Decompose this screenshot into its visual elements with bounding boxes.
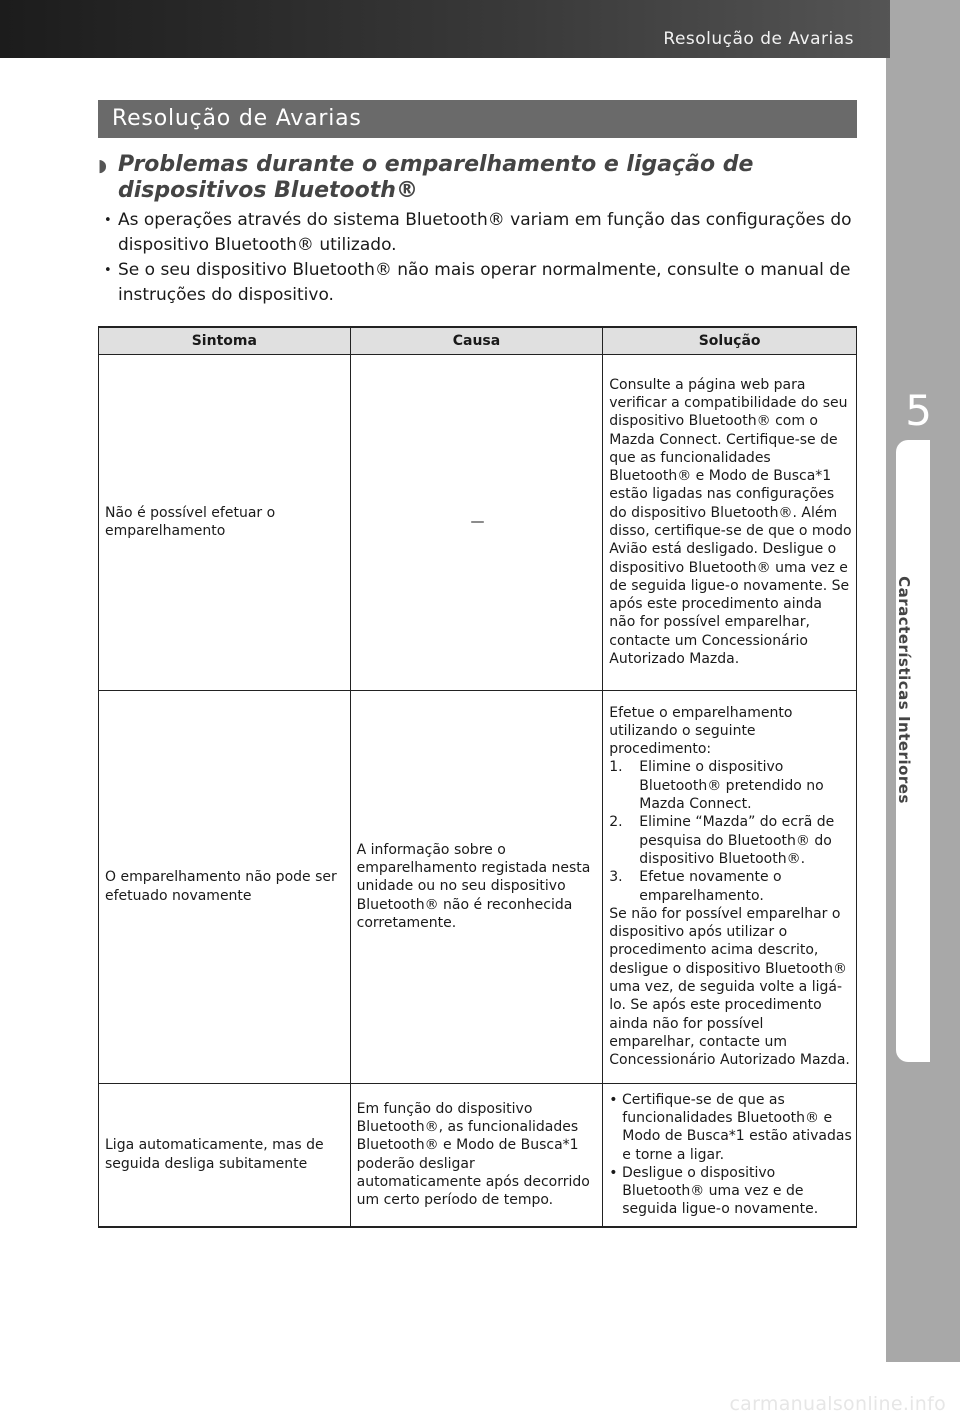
watermark: carmanualsonline.info — [729, 1393, 946, 1415]
solution-step: 2. Elimine “Mazda” do ecrã de pesquisa do Bluetooth® do dispositivo Bluetooth®. — [609, 814, 835, 867]
intro-bullet: • Se o seu dispositivo Bluetooth® não mais operar normalmente, consulte o manual de instruções do dispositivo. — [104, 258, 864, 308]
chapter-number: 5 — [905, 386, 932, 435]
section-header — [98, 100, 857, 138]
symptom-cell: O emparelhamento não pode ser efetuado novamente — [99, 690, 351, 1083]
subheading — [98, 152, 818, 204]
header-corner — [890, 0, 960, 58]
table-row — [99, 354, 857, 690]
header-symptom: Sintoma — [99, 327, 351, 354]
symptom-cell: Liga automaticamente, mas de seguida desliga subitamente — [99, 1083, 351, 1227]
solution-intro: Efetue o emparelhamento utilizando o seguinte procedimento: — [609, 704, 793, 758]
header-cause: Causa — [350, 327, 603, 354]
symptom-cell: Não é possível efetuar o emparelhamento — [99, 354, 351, 690]
section-title: Resolução de Avarias — [112, 106, 362, 131]
subheading-marker-icon: ◗ — [98, 156, 107, 176]
intro-bullets — [104, 208, 864, 308]
solution-bullet: • Desligue o dispositivo Bluetooth® uma vez e de seguida ligue-o novamente. — [609, 1164, 819, 1218]
troubleshooting-table — [98, 326, 857, 1228]
solution-cell: Consulte a página web para verificar a compatibilidade do seu dispositivo Bluetooth® com o Mazda Connect. Certifique-se de que as funcionalidades Bluetooth® e Modo de Busca*1 estão ligadas nas configurações do dispositivo Bluetooth®. Além disso, certifique-se de que o modo Avião está desligado. Desligue o dispositivo Bluetooth® uma vez e de seguida ligue-o novamente. Se após este procedimento ainda não for possível emparelhar, contacte um Concessionário Autorizado Mazda. — [603, 354, 857, 690]
page-number: 5-25 — [895, 1360, 939, 1382]
cause-cell: — — [350, 354, 603, 690]
cause-cell: A informação sobre o emparelhamento registada nesta unidade ou no seu dispositivo Bluetooth® não é reconhecida corretamente. — [350, 690, 603, 1083]
intro-bullet: • As operações através do sistema Bluetooth® variam em função das configurações do dispositivo Bluetooth® utilizado. — [104, 208, 864, 258]
solution-outro: Se não for possível emparelhar o dispositivo após utilizar o procedimento acima descrito, desligue o dispositivo Bluetooth® uma vez, de seguida volte a ligá-lo. Se após este procedimento ainda não for possível emparelhar, contacte um Concessionário Autorizado Mazda. — [609, 905, 850, 1069]
table-row — [99, 1083, 857, 1227]
solution-step: 3. Efetue novamente o emparelhamento. — [609, 869, 782, 904]
solution-bullet: • Certifique-se de que as funcionalidades Bluetooth® e Modo de Busca*1 estão ativadas e torne a ligar. — [609, 1091, 852, 1163]
cause-cell: Em função do dispositivo Bluetooth®, as funcionalidades Bluetooth® e Modo de Busca*1 poderão desligar automaticamente após decorrido um certo período de tempo. — [350, 1083, 603, 1227]
table-row — [99, 690, 857, 1083]
solution-cell — [603, 1083, 857, 1227]
solution-cell — [603, 690, 857, 1083]
table-header-row — [99, 327, 857, 354]
chapter-label: Características Interiores — [895, 576, 913, 804]
subheading-text: Problemas durante o emparelhamento e ligação de dispositivos Bluetooth® — [118, 152, 754, 203]
header-solution: Solução — [603, 327, 857, 354]
header-title: Resolução de Avarias — [663, 29, 854, 49]
solution-step: 1. Elimine o dispositivo Bluetooth® pretendido no Mazda Connect. — [609, 759, 824, 813]
header-bar — [0, 0, 960, 58]
